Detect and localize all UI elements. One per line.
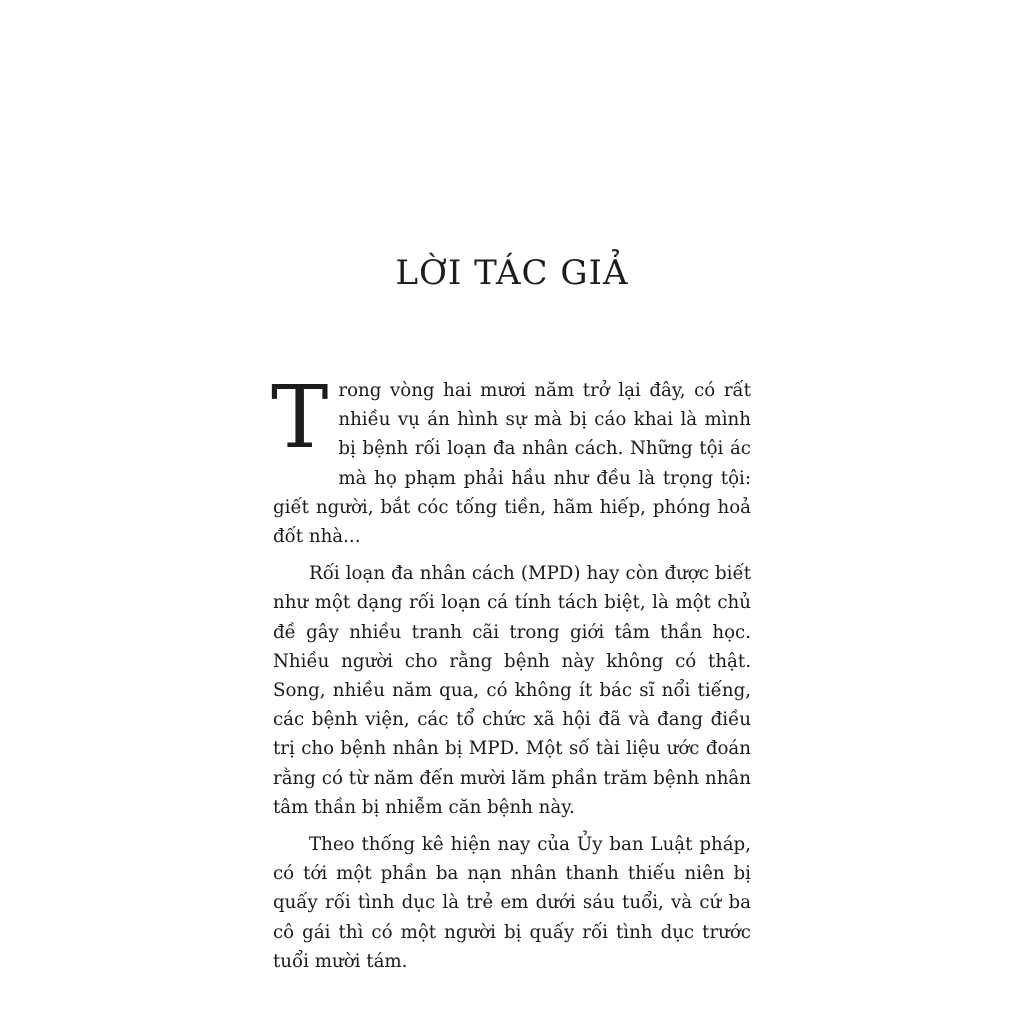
- paragraph-1: [271, 368, 751, 551]
- paragraph-3: Theo thống kê hiện nay của Ủy ban Luật pháp, có tới một phần ba nạn nhân thanh thiếu niên bị quấy rối tình dục là trẻ em dưới sáu tuổi, và cứ ba cô gái thì có một người bị quấy rối tình dục trước tuổi mười tám.: [273, 834, 751, 972]
- drop-cap: T: [271, 368, 329, 468]
- paragraph-2: Rối loạn đa nhân cách (MPD) hay còn được biết như một dạng rối loạn cá tính tách biệt, là một chủ đề gây nhiều tranh cãi trong giới tâm thần học. Nhiều người cho rằng bệnh này không có thật. Song, nhiều năm qua, có không ít bác sĩ nổi tiếng, các bệnh viện, các tổ chức xã hội đã và đang điều trị cho bệnh nhân bị MPD. Một số tài liệu ước đoán rằng có từ năm đến mười lăm phần trăm bệnh nhân tâm thần bị nhiễm căn bệnh này.: [273, 563, 751, 818]
- paragraph-1-text: rong vòng hai mươi năm trở lại đây, có rất nhiều vụ án hình sự mà bị cáo khai là mình bị bệnh rối loạn đa nhân cách. Những tội ác mà họ phạm phải hầu như đều là trọng tội: giết người, bắt cóc tống tiền, hãm hiếp, phóng hoả đốt nhà...: [273, 380, 751, 548]
- body-text: [271, 368, 751, 984]
- chapter-title: LỜI TÁC GIẢ: [395, 252, 629, 293]
